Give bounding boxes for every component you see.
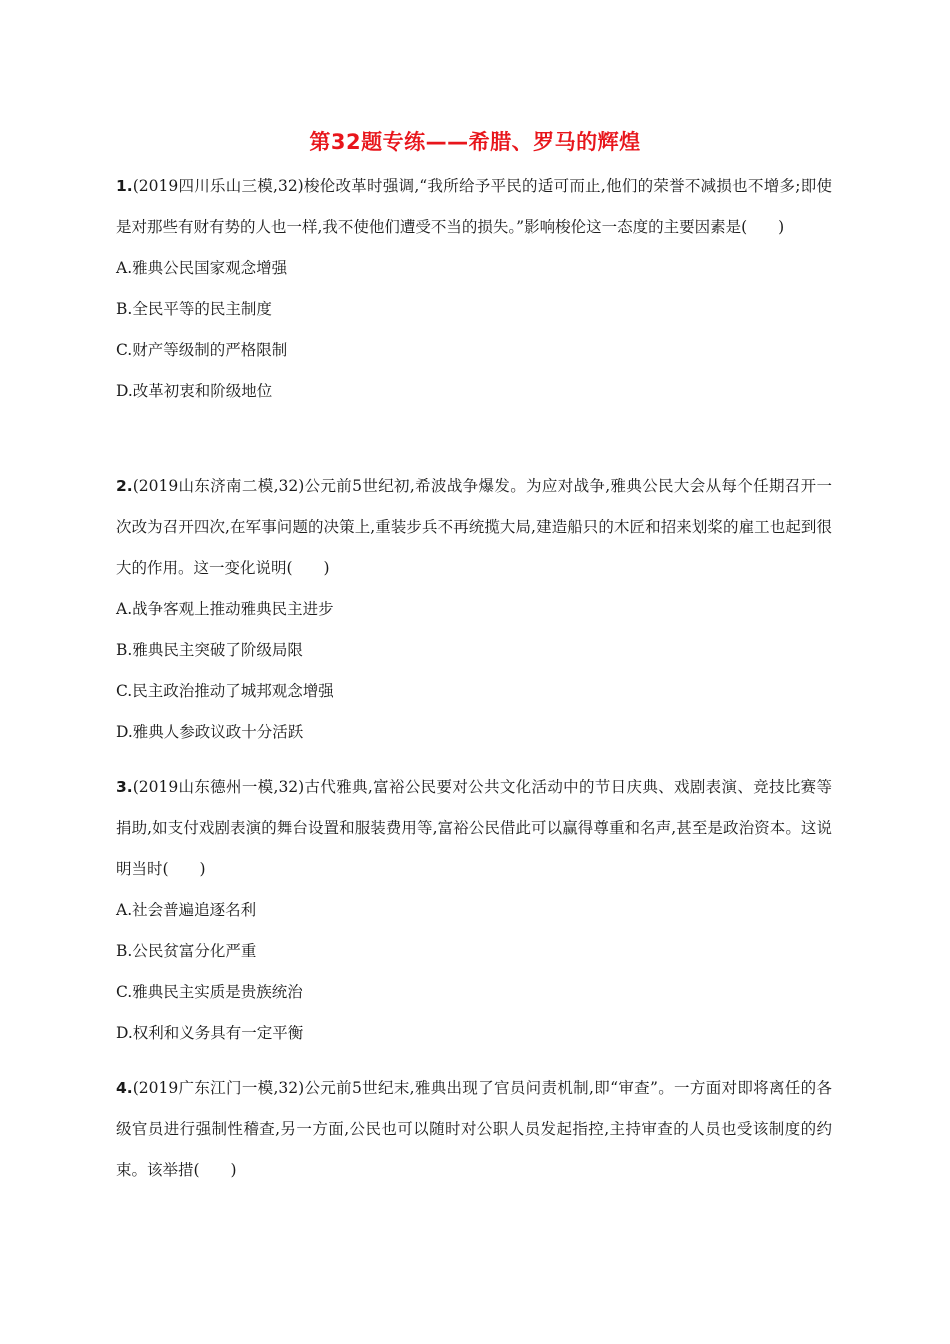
question-text: (2019广东江门一模,32)公元前5世纪末,雅典出现了官员问责机制,即“审查”。一方面对即将离任的各级官员进行强制性稽查,另一方面,公民也可以随时对公职人员发起指控,主持审查的人员也受该制度的约束。该举措( ) (116, 1079, 832, 1179)
question-stem (116, 767, 832, 890)
question-3 (116, 767, 832, 1054)
question-1 (116, 166, 832, 412)
question-number: 4. (116, 1079, 133, 1097)
option-b: B.全民平等的民主制度 (116, 300, 272, 318)
question-text: (2019四川乐山三模,32)梭伦改革时强调,“我所给予平民的适可而止,他们的荣誉不减损也不增多;即使是对那些有财有势的人也一样,我不使他们遭受不当的损失。”影响梭伦这一态度的主要因素是( ) (116, 177, 832, 236)
option-c: C.财产等级制的严格限制 (116, 341, 288, 359)
option-a: A.雅典公民国家观念增强 (116, 259, 288, 277)
option-b: B.公民贫富分化严重 (116, 942, 257, 960)
question-number: 3. (116, 778, 133, 796)
option-a: A.社会普遍追逐名利 (116, 901, 257, 919)
option-d: D.权利和义务具有一定平衡 (116, 1024, 304, 1042)
question-number: 1. (116, 177, 133, 195)
option-c: C.民主政治推动了城邦观念增强 (116, 682, 334, 700)
question-4 (116, 1068, 832, 1191)
option-a: A.战争客观上推动雅典民主进步 (116, 600, 334, 618)
option-list (116, 890, 832, 1054)
option-list (116, 248, 832, 412)
question-stem (116, 1068, 832, 1191)
question-stem (116, 466, 832, 589)
question-2 (116, 466, 832, 753)
option-c: C.雅典民主实质是贵族统治 (116, 983, 303, 1001)
page-title: 第32题专练——希腊、罗马的辉煌 (309, 130, 641, 154)
question-stem (116, 166, 832, 248)
question-text: (2019山东德州一模,32)古代雅典,富裕公民要对公共文化活动中的节日庆典、戏剧表演、竞技比赛等捐助,如支付戏剧表演的舞台设置和服装费用等,富裕公民借此可以赢得尊重和名声,甚至是政治资本。这说明当时( ) (116, 778, 832, 878)
question-number: 2. (116, 477, 133, 495)
question-text: (2019山东济南二模,32)公元前5世纪初,希波战争爆发。为应对战争,雅典公民大会从每个任期召开一次改为召开四次,在军事问题的决策上,重装步兵不再统揽大局,建造船只的木匠和招来划桨的雇工也起到很大的作用。这一变化说明( ) (116, 477, 832, 577)
option-list (116, 589, 832, 753)
option-d: D.雅典人参政议政十分活跃 (116, 723, 304, 741)
option-d: D.改革初衷和阶级地位 (116, 382, 273, 400)
option-b: B.雅典民主突破了阶级局限 (116, 641, 303, 659)
